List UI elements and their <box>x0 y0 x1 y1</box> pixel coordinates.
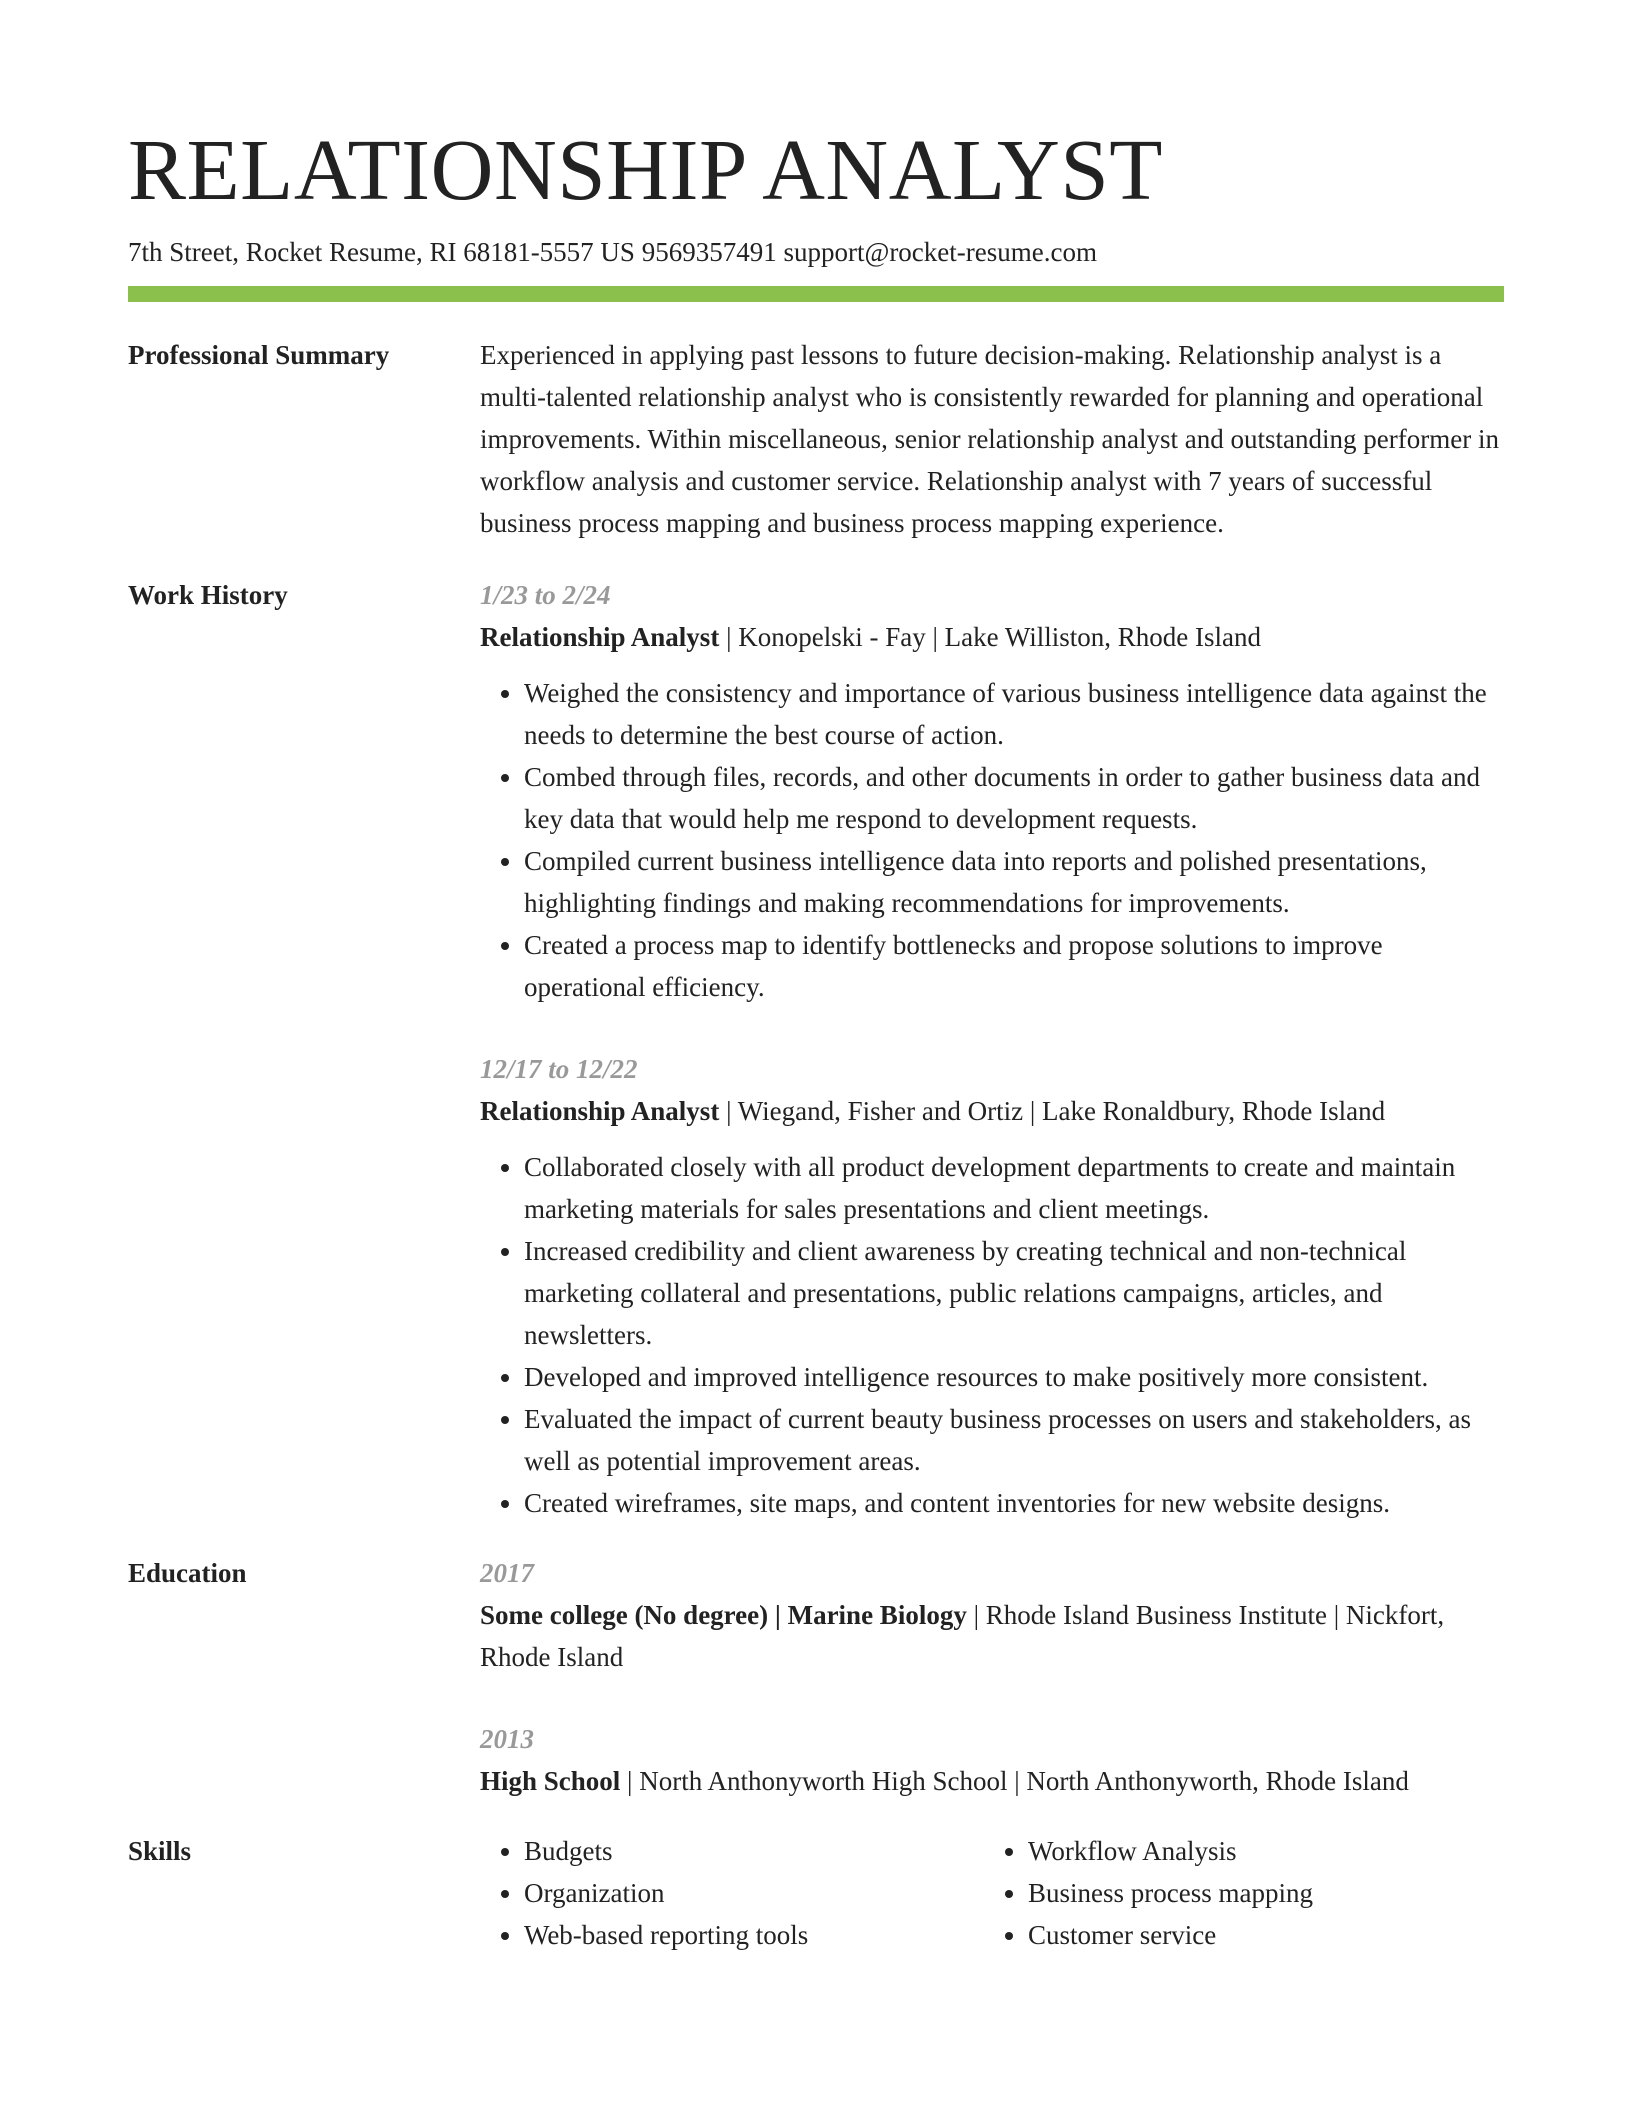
skills-label: Skills <box>128 1836 192 1866</box>
job-entry <box>480 574 1504 1008</box>
work-history-label: Work History <box>128 580 288 610</box>
education-year: 2013 <box>480 1724 534 1754</box>
skills-list-right <box>984 1830 1488 1956</box>
job-details: | Wiegand, Fisher and Ortiz | Lake Ronaldbury, Rhode Island <box>719 1096 1386 1126</box>
education-degree: Some college (No degree) | Marine Biology <box>480 1600 967 1630</box>
job-bullet: • Weighed the consistency and importance of various business intelligence data against the needs to determine the best course of action. <box>524 672 1504 756</box>
job-bullet: • Increased credibility and client awareness by creating technical and non-technical marketing collateral and presentations, public relations campaigns, articles, and newsletters. <box>524 1230 1504 1356</box>
education-label: Education <box>128 1558 247 1588</box>
skill-item: • Budgets <box>524 1830 984 1872</box>
work-history-body <box>480 574 1504 1524</box>
skills-section <box>128 1830 1504 1956</box>
education-year: 2017 <box>480 1558 534 1588</box>
resume-page <box>128 118 1504 1956</box>
education-entry <box>480 1718 1504 1802</box>
education-body <box>480 1552 1504 1802</box>
skills-columns <box>480 1830 1504 1956</box>
education-entry <box>480 1552 1504 1678</box>
job-bullet: • Evaluated the impact of current beauty business processes on users and stakeholders, as well as potential improvement areas. <box>524 1398 1504 1482</box>
skill-item: • Business process mapping <box>1028 1872 1488 1914</box>
job-dates: 12/17 to 12/22 <box>480 1054 638 1084</box>
skill-item: • Workflow Analysis <box>1028 1830 1488 1872</box>
skill-item: • Web-based reporting tools <box>524 1914 984 1956</box>
skills-body <box>480 1830 1504 1956</box>
job-bullet: • Combed through files, records, and other documents in order to gather business data and key data that would help me respond to development requests. <box>524 756 1504 840</box>
job-title: Relationship Analyst <box>480 622 720 652</box>
job-bullets <box>480 672 1504 1008</box>
job-bullets <box>480 1146 1504 1524</box>
job-title: Relationship Analyst <box>480 1096 720 1126</box>
job-entry <box>480 1048 1504 1524</box>
job-bullet: • Compiled current business intelligence data into reports and polished presentations, highlighting findings and making recommendations for improvements. <box>524 840 1504 924</box>
skill-item: • Customer service <box>1028 1914 1488 1956</box>
job-title-line <box>480 616 1504 658</box>
summary-label: Professional Summary <box>128 340 390 370</box>
education-line <box>480 1594 1504 1678</box>
job-details: | Konopelski - Fay | Lake Williston, Rhode Island <box>719 622 1261 652</box>
education-details: | North Anthonyworth High School | North Anthonyworth, Rhode Island <box>620 1766 1409 1796</box>
header-divider <box>128 286 1504 302</box>
education-section <box>128 1552 1504 1802</box>
job-dates: 1/23 to 2/24 <box>480 580 611 610</box>
skills-list-left <box>480 1830 984 1956</box>
job-bullet: • Created wireframes, site maps, and content inventories for new website designs. <box>524 1482 1504 1524</box>
summary-section <box>128 334 1504 544</box>
education-degree: High School <box>480 1766 621 1796</box>
skill-item: • Organization <box>524 1872 984 1914</box>
work-history-section <box>128 574 1504 1524</box>
summary-text: Experienced in applying past lessons to future decision-making. Relationship analyst is a multi-talented relationship analyst who is consistently rewarded for planning and operational improvements. Within miscellaneous, senior relationship analyst and outstanding performer in workflow analysis and customer service. Relationship analyst with 7 years of successful business process mapping and business process mapping experience. <box>480 340 1499 538</box>
job-bullet: • Collaborated closely with all product development departments to create and maintain marketing materials for sales presentations and client meetings. <box>524 1146 1504 1230</box>
job-title-line <box>480 1090 1504 1132</box>
education-line <box>480 1760 1504 1802</box>
resume-name: RELATIONSHIP ANALYST <box>128 121 1163 218</box>
job-bullet: • Created a process map to identify bottlenecks and propose solutions to improve operational efficiency. <box>524 924 1504 1008</box>
contact-info: 7th Street, Rocket Resume, RI 68181-5557 US 9569357491 support@rocket-resume.com <box>128 237 1097 267</box>
job-bullet: • Developed and improved intelligence resources to make positively more consistent. <box>524 1356 1504 1398</box>
education-details: | Rhode Island Business Institute | Nickfort, Rhode Island <box>480 1600 1445 1672</box>
